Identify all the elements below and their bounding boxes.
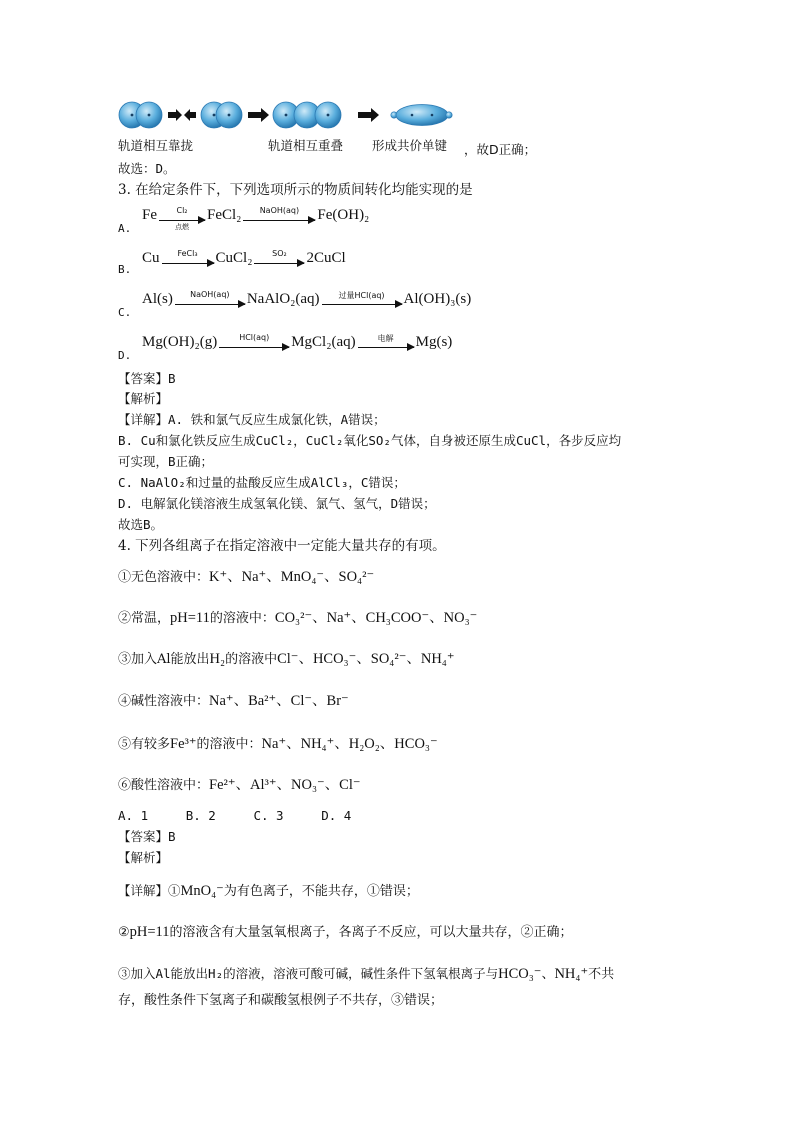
q3-stem: 3. 在给定条件下，下列选项所示的物质间转化均能实现的是 [118, 182, 473, 198]
detail-prefix: ② [118, 925, 130, 940]
detail-prefix: 【详解】① [118, 883, 181, 898]
species: Cu [142, 250, 160, 266]
approach-arrows-icon [168, 109, 196, 121]
item-suffix: 的溶液中： [196, 737, 262, 752]
q4-detail-1 [118, 882, 419, 901]
item-mid: pH=11 [170, 610, 210, 626]
q4-analysis: 【解析】 [118, 850, 169, 865]
q3-option-c-formula [142, 291, 471, 308]
condition: NaOH(aq) [259, 205, 300, 215]
q3-choice: 故选B。 [118, 517, 164, 532]
caption-bond: 形成共价单键 [372, 138, 448, 153]
species: NaAlO₂(aq) [246, 291, 320, 307]
species: Mg(OH)₂(g) [142, 334, 218, 350]
q2-choice: 故选：D。 [118, 161, 176, 176]
detail-text: 为有色离子，不能共存，①错误； [223, 884, 419, 899]
condition: HCl(aq) [239, 332, 270, 342]
detail-ion: pH=11 [129, 924, 170, 940]
species: Fe [142, 207, 157, 223]
item-ions: CO₃²⁻、Na⁺、CH₃COO⁻、NO₃⁻ [274, 610, 478, 626]
detail-ion: NH₄⁺ [554, 966, 589, 982]
item-prefix: ④碱性溶液中： [118, 694, 210, 709]
q3-option-d-formula [142, 334, 452, 351]
item-suffix: 的溶液中： [209, 611, 275, 626]
q3-analysis: 【解析】 [118, 391, 169, 406]
item-prefix: ⑥酸性溶液中： [118, 778, 210, 793]
orbital-stage-overlap [273, 102, 341, 128]
q3-option-a-formula [142, 205, 370, 231]
item-prefix: ⑤有较多 [118, 737, 171, 752]
species: 2CuCl [306, 250, 346, 266]
condition: 过量HCl(aq) [338, 290, 385, 300]
condition: FeCl₃ [177, 248, 198, 258]
right-arrow-icon [358, 108, 379, 122]
q4-options: A. 1 B. 2 C. 3 D. 4 [118, 808, 352, 823]
q4-item-2 [118, 609, 477, 628]
species: Fe(OH)₂ [317, 207, 370, 223]
orbital-stage-close [201, 102, 242, 128]
q4-detail-3b: 存，酸性条件下氢离子和碳酸氢根例子不共存，③错误； [118, 993, 444, 1008]
condition: SO₂ [272, 248, 287, 258]
species: CuCl₂ [215, 250, 253, 266]
q4-item-1 [118, 568, 374, 587]
item-mid: H₂ [209, 651, 226, 667]
item-mid: Fe³⁺ [170, 736, 197, 752]
q3-option-a-letter: A. [118, 222, 132, 235]
q4-stem: 4. 下列各组离子在指定溶液中一定能大量共存的有项。 [118, 538, 446, 554]
detail-text: 不共 [588, 967, 615, 982]
item-ions: Na⁺、Ba²⁺、Cl⁻、Br⁻ [209, 693, 349, 709]
q3-option-b-formula [142, 250, 346, 267]
q3-answer: 【答案】B [118, 371, 176, 386]
item-suffix: 的溶液中 [225, 652, 278, 667]
item-ions: Na⁺、NH₄⁺、H₂O₂、HCO₃⁻ [261, 736, 438, 752]
species: Al(OH)₃(s) [403, 291, 472, 307]
detail-text: 的溶液含有大量氢氧根离子，各离子不反应，可以大量共存，②正确； [169, 925, 573, 940]
condition: 点燃 [175, 222, 189, 231]
q4-item-3 [118, 650, 455, 669]
species: Al(s) [142, 291, 173, 307]
q3-option-d-letter: D. [118, 349, 132, 362]
species: MgCl₂(aq) [291, 334, 356, 350]
q3-detail-d: D. 电解氯化镁溶液生成氢氧化镁、氯气、氢气，D错误； [118, 496, 436, 511]
species: Mg(s) [415, 334, 453, 350]
orbital-stage-approach [119, 102, 162, 128]
item-prefix: ①无色溶液中： [118, 570, 210, 585]
condition: 电解 [377, 333, 394, 343]
caption-tail: ，故D正确； [464, 142, 537, 157]
q4-detail-3a [118, 965, 614, 984]
item-ions: K⁺、Na⁺、MnO₄⁻、SO₄²⁻ [209, 569, 375, 585]
q4-detail-2 [118, 923, 573, 942]
q4-item-6 [118, 776, 361, 795]
caption-overlap: 轨道相互重叠 [268, 138, 344, 153]
detail-sep: 、 [541, 967, 555, 982]
detail-prefix: ③加入Al能放出H₂的溶液，溶液可酸可碱，碱性条件下氢氧根离子与 [118, 966, 499, 981]
q3-detail-c: C. NaAlO₂和过量的盐酸反应生成AlCl₃，C错误； [118, 475, 406, 490]
caption-approach: 轨道相互靠拢 [118, 138, 194, 153]
q3-option-c-letter: C. [118, 306, 132, 319]
q3-detail-b1: B. Cu和氯化铁反应生成CuCl₂，CuCl₂氧化SO₂气体，自身被还原生成CuCl，各步反应均 [118, 433, 622, 448]
item-prefix: ②常温， [118, 611, 171, 626]
condition: Cl₂ [176, 205, 188, 215]
item-ions: Cl⁻、HCO₃⁻、SO₄²⁻、NH₄⁺ [277, 651, 455, 667]
q4-answer: 【答案】B [118, 829, 176, 844]
q3-detail-a: 【详解】A. 铁和氯气反应生成氯化铁，A错误； [118, 412, 386, 427]
q3-detail-b2: 可实现，B正确； [118, 454, 214, 469]
detail-ion: MnO₄⁻ [180, 883, 224, 899]
condition: NaOH(aq) [190, 289, 230, 299]
q4-item-5 [118, 735, 438, 754]
detail-ion: HCO₃⁻ [498, 966, 542, 982]
item-prefix: ③加入Al能放出 [118, 652, 210, 667]
orbital-overlap-diagram [118, 98, 464, 132]
q4-item-4 [118, 692, 349, 711]
species: FeCl₂ [207, 207, 242, 223]
sigma-bond-shape [391, 105, 452, 126]
q3-option-b-letter: B. [118, 263, 132, 276]
item-ions: Fe²⁺、Al³⁺、NO₃⁻、Cl⁻ [209, 777, 361, 793]
right-arrow-icon [248, 108, 269, 122]
